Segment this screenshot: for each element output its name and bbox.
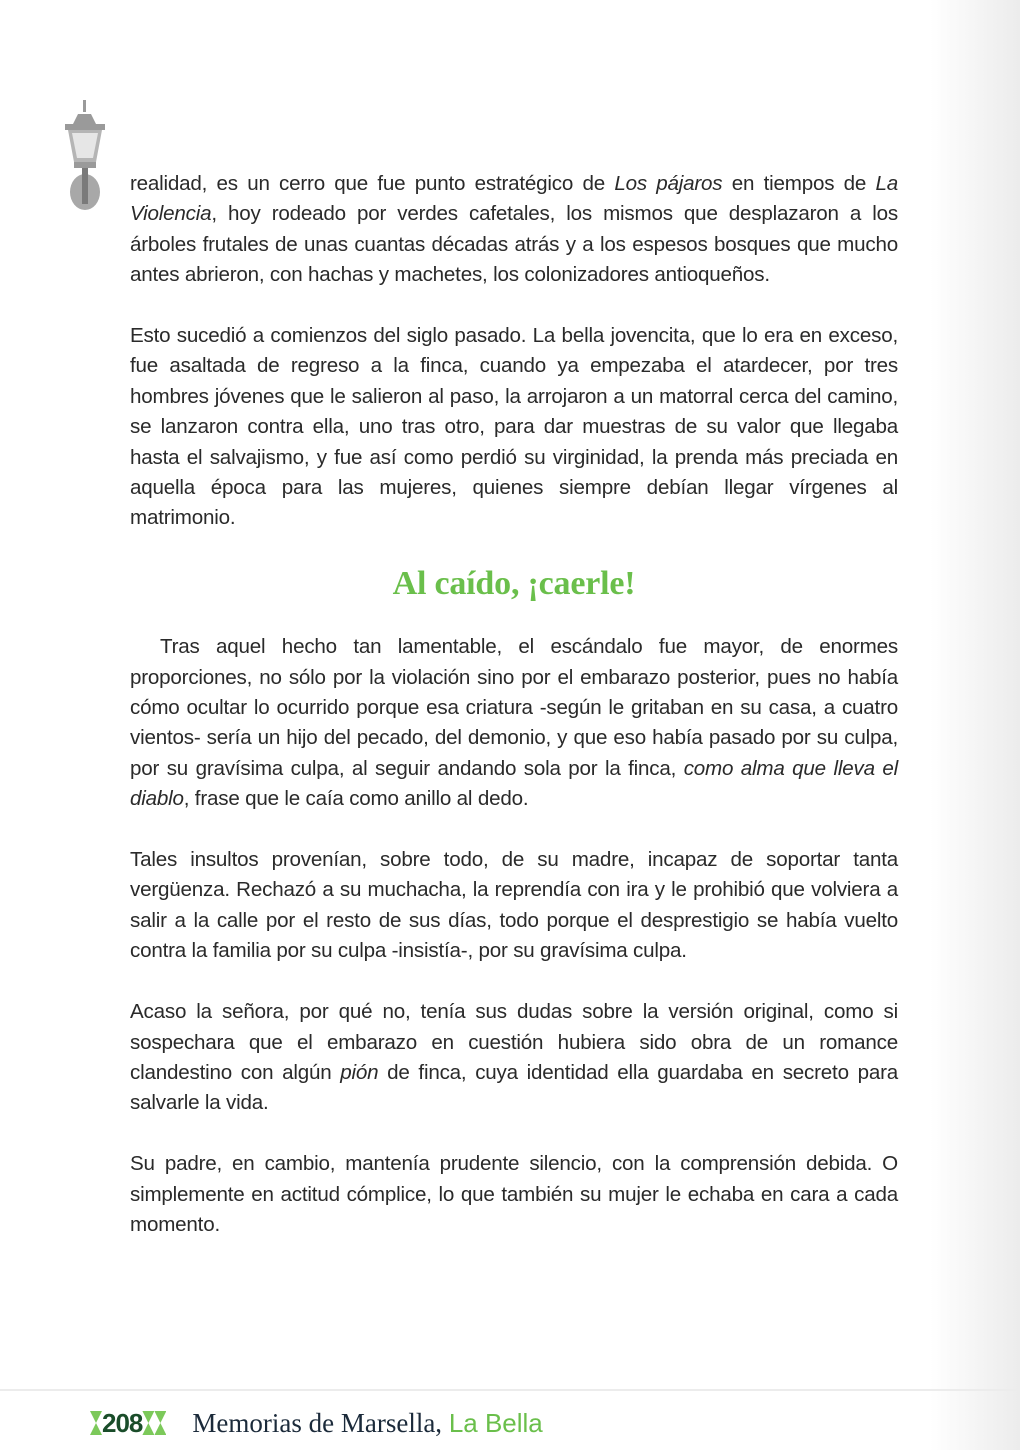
- text-run: de finca, cuya identidad ella guardaba en secreto para salvarle la vida.: [130, 1060, 898, 1115]
- book-title: Memorias de Marsella,: [192, 1407, 443, 1438]
- paragraph: [130, 169, 898, 291]
- paragraph: [130, 632, 898, 814]
- italic-text: como alma que lleva el diablo: [130, 756, 898, 811]
- text-run: Acaso la señora, por qué no, tenía sus dudas sobre la versión original, como si sospechara que el embarazo en cuestión hubiera sido obra de un romance clandestino con algún: [130, 1000, 898, 1084]
- paragraph: [130, 997, 898, 1119]
- running-title: [192, 1408, 542, 1439]
- text-run: Tras aquel hecho tan lamentable, el escándalo fue mayor, de enormes proporciones, no sólo por la violación sino por el embarazo posterior, pues no había cómo ocultar lo ocurrido porque esa criatura -según le gritaban en su casa, a cuatro vientos- sería un hijo del pecado, del demonio, y que eso había pasado por su culpa, por su gravísima culpa, al seguir andando sola por la finca,: [130, 635, 898, 780]
- street-lamp-icon: [60, 100, 110, 212]
- text-run: Su padre, en cambio, mantenía prudente silencio, con la comprensión debida. O simplemente en actitud cómplice, lo que también su mujer le echaba en cara a cada momento.: [130, 1152, 898, 1236]
- hourglass-ornament-icon: [90, 1411, 102, 1435]
- text-run: Tales insultos provenían, sobre todo, de su madre, incapaz de soportar tanta vergüenza. Rechazó a su muchacha, la reprendía con ira y le prohibió que volviera a salir a la calle por el resto de sus días, todo porque el desprestigio se había vuelto contra la familia por su culpa -insistía-, por su gravísima culpa.: [130, 848, 898, 963]
- page-number: 208: [102, 1407, 143, 1438]
- text-run: realidad, es un cerro que fue punto estratégico de: [130, 172, 615, 195]
- italic-text: La Violencia: [130, 172, 898, 226]
- page-footer: [90, 1403, 543, 1443]
- text-run: en tiempos de: [722, 172, 876, 195]
- paragraph: [130, 845, 898, 967]
- paragraph: [130, 321, 898, 534]
- paragraphs-before-heading: [130, 169, 898, 534]
- text-run: , hoy rodeado por verdes cafetales, los mismos que desplazaron a los árboles frutales de unas cuantas décadas atrás y a los espesos bosques que mucho antes abrieron, con hachas y machetes, los colonizadores antioqueños.: [130, 202, 898, 287]
- italic-text: pión: [340, 1060, 379, 1084]
- section-heading: Al caído, ¡caerle!: [392, 565, 636, 603]
- page-number-block: [90, 1408, 166, 1439]
- italic-text: Los pájaros: [614, 172, 723, 195]
- footer-divider: [0, 1389, 1020, 1391]
- hourglass-ornament-icon: [142, 1411, 154, 1435]
- paragraph: [130, 1149, 898, 1240]
- paragraphs-after-heading: [130, 632, 898, 1240]
- hourglass-ornament-icon: [154, 1411, 166, 1435]
- text-run: Esto sucedió a comienzos del siglo pasado. La bella jovencita, que lo era en exceso, fue asaltada de regreso a la finca, cuando ya empezaba el atardecer, por tres hombres jóvenes que le salieron al paso, la arrojaron a un matorral cerca del camino, se lanzaron contra ella, uno tras otro, para dar muestras de su valor que llegaba hasta el salvajismo, y fue así como perdió su virginidad, la prenda más preciada en aquella época para las mujeres, quienes siempre debían llegar vírgenes al matrimonio.: [130, 324, 898, 530]
- book-subtitle: La Bella: [448, 1407, 543, 1438]
- body-text: [130, 169, 898, 1271]
- text-run: , frase que le caía como anillo al dedo.: [183, 787, 529, 811]
